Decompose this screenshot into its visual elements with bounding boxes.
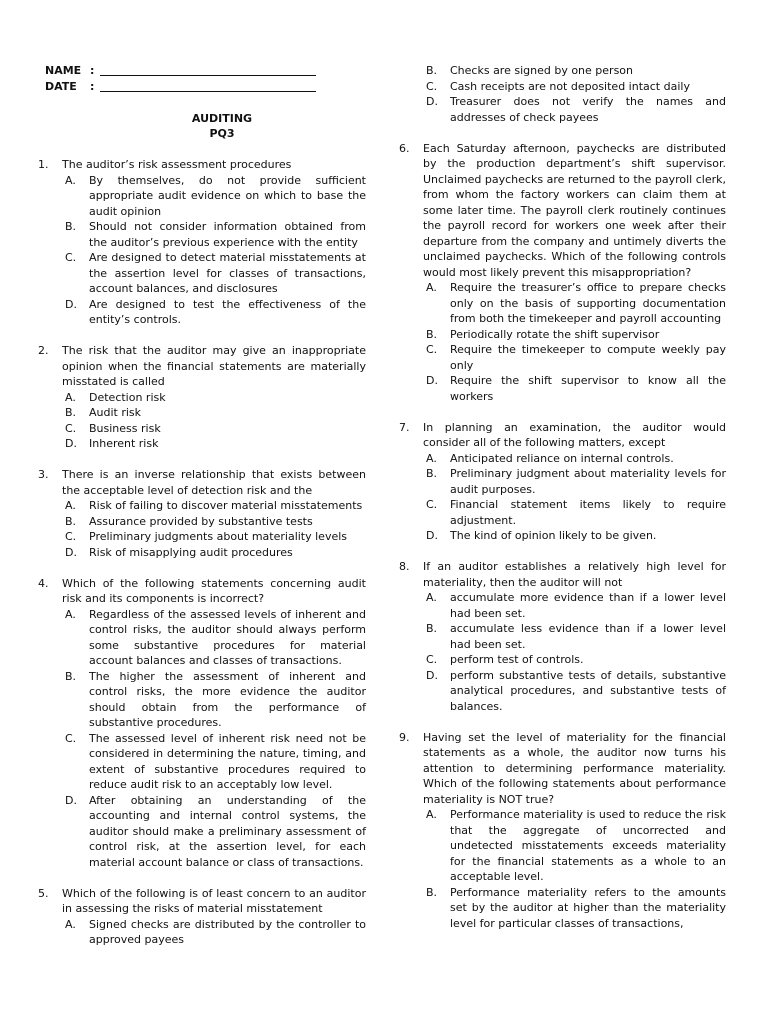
date-row bbox=[38, 79, 366, 95]
answer-option bbox=[38, 250, 366, 297]
option-letter: A. bbox=[426, 808, 437, 821]
date-field-line[interactable] bbox=[100, 91, 316, 92]
answer-option bbox=[38, 529, 366, 545]
answer-option bbox=[399, 590, 726, 621]
option-text: Require the timekeeper to compute weekly pay only bbox=[450, 343, 726, 372]
question-item bbox=[38, 343, 366, 452]
right-column bbox=[399, 63, 726, 931]
name-label: NAME bbox=[45, 64, 82, 77]
option-text: Should not consider information obtained from the auditor’s previous experience with the entity bbox=[89, 220, 366, 249]
answer-option bbox=[38, 390, 366, 406]
option-letter: C. bbox=[426, 498, 438, 511]
option-text: Risk of misapplying audit procedures bbox=[89, 545, 293, 559]
question-stem: There is an inverse relationship that exists between the acceptable level of detection risk and the bbox=[62, 468, 366, 497]
answer-option bbox=[38, 421, 366, 437]
option-letter: C. bbox=[65, 251, 77, 264]
question-stem: The auditor’s risk assessment procedures bbox=[62, 158, 292, 171]
answer-option bbox=[423, 94, 726, 125]
name-colon: : bbox=[90, 64, 95, 77]
option-text: Financial statement items likely to require adjustment. bbox=[450, 498, 726, 527]
answer-option bbox=[38, 436, 366, 452]
answer-option bbox=[38, 219, 366, 250]
option-text: accumulate less evidence than if a lower level had been set. bbox=[450, 622, 726, 651]
option-letter: A. bbox=[426, 591, 437, 604]
option-letter: A. bbox=[65, 499, 76, 512]
answer-option bbox=[399, 528, 726, 544]
option-letter: B. bbox=[65, 669, 77, 683]
question-number: 3. bbox=[38, 468, 49, 481]
question-number: 2. bbox=[38, 344, 49, 357]
option-text: Regardless of the assessed levels of inherent and control risks, the auditor should always perform some substantive procedures for material account balances and classes of transactions. bbox=[89, 607, 366, 667]
option-letter: B. bbox=[426, 622, 438, 635]
option-text: Treasurer does not verify the names and addresses of check payees bbox=[450, 95, 726, 124]
option-text: Cash receipts are not deposited intact daily bbox=[450, 79, 690, 93]
question-stem: The risk that the auditor may give an inappropriate opinion when the financial statements are materially misstated is called bbox=[62, 344, 366, 388]
option-letter: B. bbox=[426, 885, 438, 899]
option-text: Assurance provided by substantive tests bbox=[89, 514, 313, 528]
option-letter: D. bbox=[426, 668, 438, 682]
option-text: perform substantive tests of details, substantive analytical procedures, and substantive tests of balances. bbox=[450, 668, 726, 713]
option-text: Are designed to test the effectiveness of the entity’s controls. bbox=[89, 297, 366, 326]
option-text: Preliminary judgment about materiality levels for audit purposes. bbox=[450, 467, 726, 496]
question-item bbox=[38, 467, 366, 560]
question-stem: In planning an examination, the auditor would consider all of the following matters, except bbox=[423, 420, 726, 449]
option-text: Require the shift supervisor to know all the workers bbox=[450, 374, 726, 403]
document-subtitle: PQ3 bbox=[209, 127, 235, 140]
option-letter: C. bbox=[65, 731, 77, 745]
question-item bbox=[38, 886, 366, 948]
option-text: The higher the assessment of inherent and control risks, the more evidence the auditor should obtain from the performance of substantive procedures. bbox=[89, 669, 366, 729]
option-text: Performance materiality refers to the amounts set by the auditor at higher than the materiality level for particular classes of transactions, bbox=[450, 885, 726, 930]
option-text: After obtaining an understanding of the accounting and internal control systems, the auditor should make a preliminary assessment of control risk, at the assertion level, for each material account balance or class of transactions. bbox=[89, 793, 366, 869]
question-5-continued-options bbox=[399, 63, 726, 125]
option-text: Require the treasurer’s office to prepare checks only on the basis of supporting documentation from both the timekeeper and payroll accounting bbox=[450, 281, 726, 325]
option-text: accumulate more evidence than if a lower level had been set. bbox=[450, 591, 726, 620]
option-text: Are designed to detect material misstatements at the assertion level for classes of transactions, account balances, and disclosures bbox=[89, 251, 366, 295]
question-stem: Which of the following statements concerning audit risk and its components is incorrect? bbox=[62, 576, 366, 605]
option-letter: C. bbox=[426, 343, 438, 356]
option-text: Performance materiality is used to reduce the risk that the aggregate of uncorrected and undetected misstatements exceeds materiality for the financial statements as a whole to an acceptable level. bbox=[450, 808, 726, 883]
answer-option bbox=[399, 342, 726, 373]
question-stem: Having set the level of materiality for the financial statements as a whole, the auditor now turns his attention to determining performance materiality. Which of the following statements about performance materiality is NOT true? bbox=[423, 730, 726, 806]
answer-option bbox=[399, 280, 726, 327]
option-text: The kind of opinion likely to be given. bbox=[450, 529, 657, 542]
question-number: 4. bbox=[38, 576, 49, 590]
answer-option bbox=[399, 807, 726, 885]
answer-option bbox=[38, 545, 366, 561]
name-row bbox=[38, 63, 366, 79]
option-letter: A. bbox=[426, 451, 437, 465]
answer-option bbox=[38, 607, 366, 669]
left-question-list bbox=[38, 157, 366, 948]
answer-option bbox=[423, 79, 726, 95]
date-label: DATE bbox=[45, 80, 77, 93]
option-letter: B. bbox=[65, 220, 77, 233]
answer-option bbox=[399, 466, 726, 497]
answer-option bbox=[399, 327, 726, 343]
option-letter: D. bbox=[65, 297, 77, 311]
answer-option bbox=[38, 173, 366, 220]
question-stem: Which of the following is of least concern to an auditor in assessing the risks of material misstatement bbox=[62, 886, 366, 915]
answer-option bbox=[38, 669, 366, 731]
answer-option bbox=[399, 885, 726, 932]
question-item bbox=[38, 576, 366, 871]
answer-option bbox=[38, 731, 366, 793]
date-colon: : bbox=[90, 80, 95, 93]
answer-option bbox=[399, 451, 726, 467]
option-text: Preliminary judgments about materiality levels bbox=[89, 530, 348, 543]
option-letter: C. bbox=[65, 530, 77, 543]
option-text: Periodically rotate the shift supervisor bbox=[450, 327, 660, 341]
option-text: Inherent risk bbox=[89, 437, 159, 450]
option-text: Risk of failing to discover material misstatements bbox=[89, 499, 363, 512]
question-stem: Each Saturday afternoon, paychecks are distributed by the production department’s shift supervisor. Unclaimed paychecks are returned to the payroll clerk, from whom the factory workers can claim them at some later time. The payroll clerk routinely continues the payroll record for workers one week after their departure from the company and untimely diverts the unclaimed paychecks. Which of the following controls would most likely prevent this misappropriation? bbox=[423, 141, 726, 279]
option-letter: D. bbox=[426, 95, 438, 108]
option-text: By themselves, do not provide sufficient appropriate audit evidence on which to base the audit opinion bbox=[89, 173, 366, 218]
answer-option bbox=[38, 917, 366, 948]
option-text: The assessed level of inherent risk need not be considered in determining the nature, timing, and extent of substantive procedures required to reduce audit risk to an acceptably low level. bbox=[89, 731, 366, 791]
question-item bbox=[399, 141, 726, 405]
answer-option bbox=[399, 668, 726, 715]
question-item bbox=[399, 420, 726, 544]
option-text: Signed checks are distributed by the controller to approved payees bbox=[89, 917, 366, 946]
option-letter: D. bbox=[65, 437, 77, 450]
question-item bbox=[38, 157, 366, 328]
answer-option bbox=[399, 652, 726, 668]
question-item bbox=[399, 730, 726, 932]
option-letter: C. bbox=[426, 653, 438, 666]
option-letter: A. bbox=[426, 281, 437, 294]
question-number: 6. bbox=[399, 141, 410, 155]
question-item bbox=[399, 559, 726, 714]
answer-option bbox=[423, 63, 726, 79]
document-title: AUDITING bbox=[191, 111, 253, 125]
option-letter: B. bbox=[65, 406, 77, 419]
answer-option bbox=[38, 498, 366, 514]
option-letter: B. bbox=[426, 327, 438, 341]
option-letter: D. bbox=[65, 793, 77, 807]
option-text: Business risk bbox=[89, 421, 161, 435]
question-number: 8. bbox=[399, 560, 410, 573]
answer-option bbox=[399, 621, 726, 652]
option-letter: A. bbox=[65, 917, 76, 931]
option-letter: A. bbox=[65, 607, 76, 621]
option-text: perform test of controls. bbox=[450, 653, 584, 666]
question-number: 1. bbox=[38, 158, 49, 171]
answer-option bbox=[38, 405, 366, 421]
question-stem: If an auditor establishes a relatively high level for materiality, then the auditor will not bbox=[423, 560, 726, 589]
question-number: 5. bbox=[38, 886, 49, 900]
option-letter: D. bbox=[65, 545, 77, 559]
option-letter: C. bbox=[426, 79, 438, 93]
option-text: Audit risk bbox=[89, 406, 142, 419]
left-column bbox=[38, 63, 366, 948]
answer-option bbox=[38, 514, 366, 530]
answer-option bbox=[399, 373, 726, 404]
option-letter: C. bbox=[65, 421, 77, 435]
option-letter: B. bbox=[65, 514, 77, 528]
option-letter: B. bbox=[426, 467, 438, 480]
option-letter: D. bbox=[426, 374, 438, 387]
right-question-list bbox=[399, 141, 726, 932]
answer-option bbox=[38, 793, 366, 871]
question-number: 9. bbox=[399, 730, 410, 744]
option-text: Checks are signed by one person bbox=[450, 64, 633, 77]
option-letter: A. bbox=[65, 390, 76, 404]
option-letter: A. bbox=[65, 173, 76, 187]
answer-option bbox=[38, 297, 366, 328]
question-number: 7. bbox=[399, 420, 410, 434]
option-text: Detection risk bbox=[89, 390, 166, 404]
name-field-line[interactable] bbox=[100, 75, 316, 76]
option-text: Anticipated reliance on internal controls. bbox=[450, 451, 674, 465]
option-letter: B. bbox=[426, 64, 438, 77]
answer-option bbox=[399, 497, 726, 528]
option-letter: D. bbox=[426, 529, 438, 542]
